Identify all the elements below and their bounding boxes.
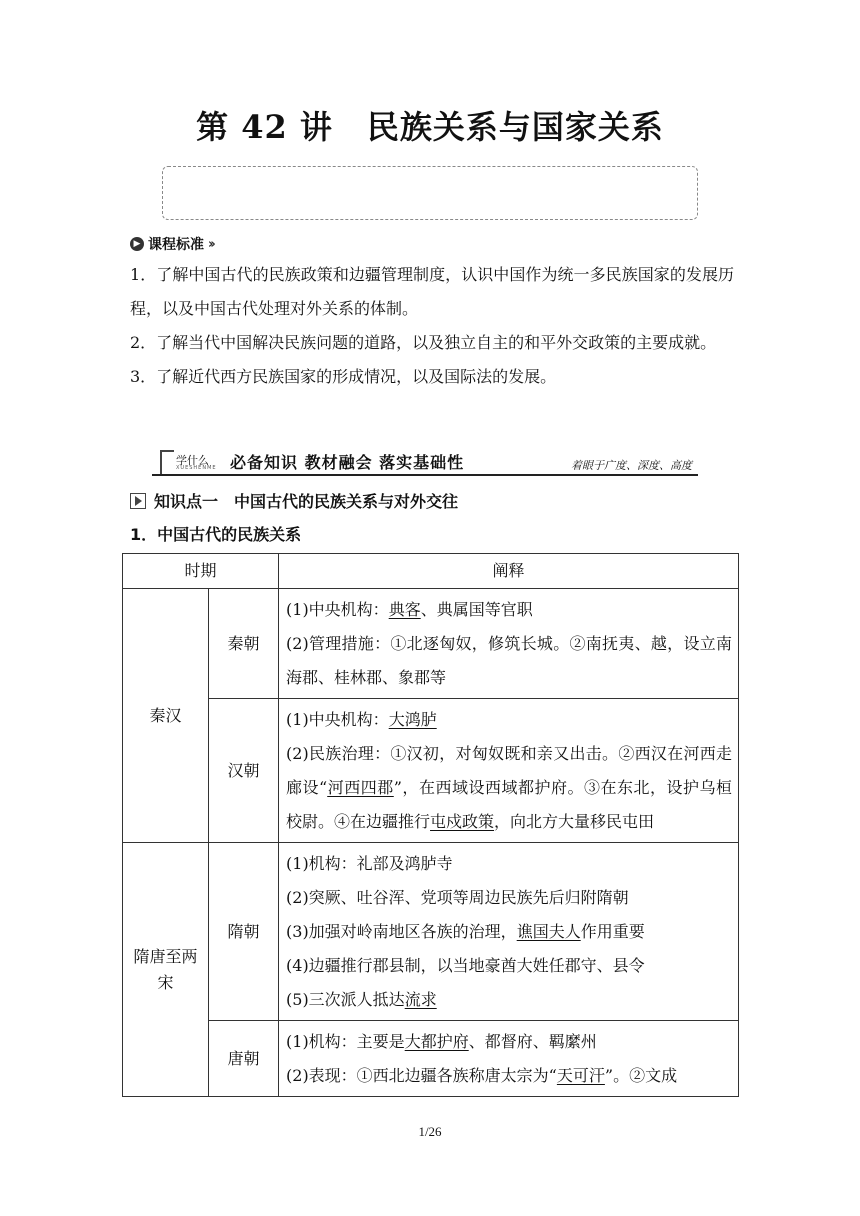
dynasty-cell: 唐朝: [209, 1021, 279, 1097]
logo-subtext: XUESHENME: [176, 465, 217, 471]
text-segment: ”。②文成: [604, 1066, 678, 1085]
explanation-line: [286, 627, 732, 695]
table-row: [123, 699, 739, 843]
text-segment: (2)突厥、吐谷浑、党项等周边民族先后归附隋朝: [286, 888, 629, 907]
key-term: 典客: [388, 600, 421, 619]
table-row: [123, 843, 739, 1021]
standards-list: [130, 258, 734, 394]
text-segment: (2)民族治理：①汉初，对匈奴既和亲又出击。②西汉在河西走廊设“: [286, 744, 733, 797]
key-term: 大都护府: [404, 1032, 469, 1051]
header-period: 时期: [123, 554, 279, 589]
play-circle-icon: ▶: [130, 237, 144, 251]
knowledge-point-heading: [130, 489, 458, 512]
text-segment: (5)三次派人抵达: [286, 990, 405, 1009]
explanation-cell: [279, 699, 739, 843]
key-term: 河西四郡: [327, 778, 394, 797]
explanation-cell: [279, 589, 739, 699]
explanation-line: [286, 949, 732, 983]
standard-item: 3．了解近代西方民族国家的形成情况，以及国际法的发展。: [130, 367, 557, 386]
text-segment: (1)机构：主要是: [286, 1032, 405, 1051]
explanation-line: [286, 847, 732, 881]
text-segment: 作用重要: [580, 922, 645, 941]
banner-main-text: 必备知识 教材融会 落实基础性: [230, 453, 465, 472]
explanation-line: [286, 881, 732, 915]
text-segment: 、都督府、羁縻州: [468, 1032, 597, 1051]
section-title: 1．中国古代的民族关系: [130, 525, 302, 544]
key-term: 屯戍政策: [430, 812, 495, 831]
text-segment: (1)中央机构：: [286, 710, 389, 729]
table-row: [123, 1021, 739, 1097]
standard-item: 1．了解中国古代的民族政策和边疆管理制度，认识中国作为统一多民族国家的发展历程，以及中国古代处理对外关系的体制。: [130, 265, 734, 318]
knowledge-point-text: 知识点一 中国古代的民族关系与对外交往: [154, 492, 459, 511]
era-cell: 秦汉: [123, 589, 209, 843]
logo-text: 学什么: [176, 454, 209, 467]
dynasty-cell: 汉朝: [209, 699, 279, 843]
standard-item: 2．了解当代中国解决民族问题的道路，以及独立自主的和平外交政策的主要成就。: [130, 333, 717, 352]
text-segment: (3)加强对岭南地区各族的治理，: [286, 922, 517, 941]
double-chevron-icon: ››: [208, 236, 213, 252]
lecture-number: 第 42 讲: [196, 108, 333, 146]
key-term: 流求: [404, 990, 437, 1009]
standards-heading: [130, 234, 213, 254]
standards-label: 课程标准: [148, 237, 204, 253]
text-segment: (2)管理措施：①北逐匈奴，修筑长城。②南抚夷、越，设立南海郡、桂林郡、象郡等: [286, 634, 733, 687]
explanation-cell: [279, 1021, 739, 1097]
header-explanation: 阐释: [279, 554, 739, 589]
explanation-line: [286, 1025, 732, 1059]
dashed-box: [162, 166, 698, 220]
key-term: 大鸿胪: [388, 710, 437, 729]
banner-underline: [152, 474, 698, 476]
dynasty-cell: 隋朝: [209, 843, 279, 1021]
text-segment: (4)边疆推行郡县制，以当地豪酋大姓任郡守、县令: [286, 956, 645, 975]
dynasty-cell: 秦朝: [209, 589, 279, 699]
explanation-line: [286, 593, 732, 627]
explanation-line: [286, 737, 732, 839]
banner-logo: [160, 450, 222, 474]
explanation-line: [286, 983, 732, 1017]
text-segment: ”，在西域设西域都护府。③在东北，设护乌桓校尉。④在边疆推行: [286, 778, 733, 831]
ethnic-relations-table: [122, 553, 739, 1097]
explanation-line: [286, 915, 732, 949]
page-number: 1/26: [418, 1124, 442, 1139]
text-segment: ，向北方大量移民屯田: [494, 812, 655, 831]
page-title: [0, 102, 860, 148]
section-banner: [152, 448, 698, 476]
key-term: 谯国夫人: [516, 922, 581, 941]
lecture-topic: 民族关系与国家关系: [366, 108, 664, 146]
triangle-box-icon: [130, 493, 146, 509]
banner-side-text: 着眼于广度、深度、高度: [571, 459, 692, 472]
text-segment: (1)机构：礼部及鸿胪寺: [286, 854, 453, 873]
explanation-line: [286, 1059, 732, 1093]
table-row: [123, 589, 739, 699]
explanation-line: [286, 703, 732, 737]
explanation-cell: [279, 843, 739, 1021]
era-cell: 隋唐至两宋: [123, 843, 209, 1097]
text-segment: 、典属国等官职: [420, 600, 533, 619]
text-segment: (1)中央机构：: [286, 600, 389, 619]
text-segment: (2)表现：①西北边疆各族称唐太宗为“: [286, 1066, 557, 1085]
table-header-row: [123, 554, 739, 589]
key-term: 天可汗: [556, 1066, 605, 1085]
